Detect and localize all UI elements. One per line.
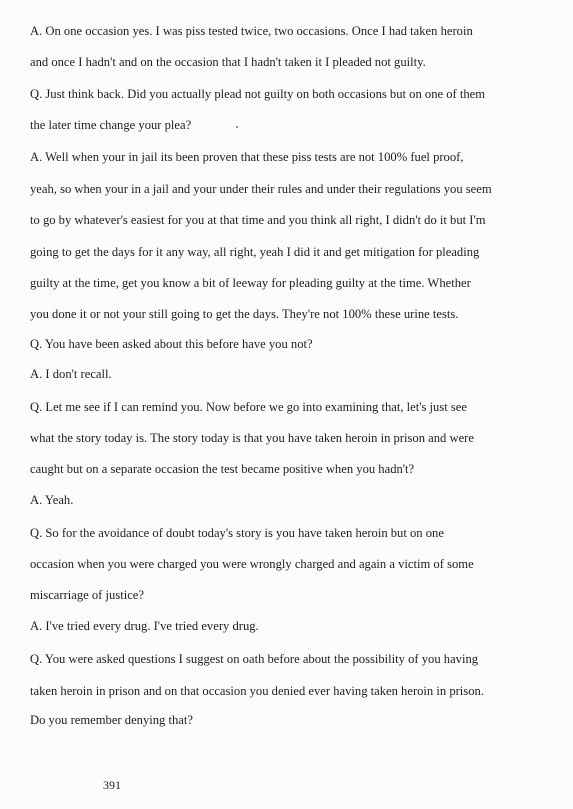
transcript-line: Q. Let me see if I can remind you. Now before we go into examining that, let's just see [30,400,467,414]
transcript-line: what the story today is. The story today is that you have taken heroin in prison and were [30,431,474,445]
page-number: 391 [103,778,121,792]
stray-mark [236,126,238,128]
transcript-line: occasion when you were charged you were wrongly charged and again a victim of some [30,557,474,571]
transcript-line: taken heroin in prison and on that occasion you denied ever having taken heroin in prison. [30,684,484,698]
transcript-line: Q. You were asked questions I suggest on oath before about the possibility of you having [30,652,479,666]
transcript-line: and once I hadn't and on the occasion that I hadn't taken it I pleaded not guilty. [30,55,426,69]
transcript-line: miscarriage of justice? [30,588,144,602]
transcript-line: A. Yeah. [30,493,74,507]
transcript-line: yeah, so when your in a jail and your under their rules and under their regulations you seem [30,182,492,196]
transcript-line: A. I don't recall. [30,367,112,381]
transcript-line: Q. So for the avoidance of doubt today's story is you have taken heroin but on one [30,526,444,540]
transcript-line: caught but on a separate occasion the test became positive when you hadn't? [30,462,415,476]
transcript-line: Q. Just think back. Did you actually plead not guilty on both occasions but on one of them [30,87,486,101]
transcript-line: you done it or not your still going to get the days. They're not 100% these urine tests. [30,307,459,321]
transcript-line: A. Well when your in jail its been proven that these piss tests are not 100% fuel proof, [30,150,464,164]
transcript-line: going to get the days for it any way, all right, yeah I did it and get mitigation for pleading [30,245,480,259]
transcript-line: A. I've tried every drug. I've tried every drug. [30,619,259,633]
transcript-line: to go by whatever's easiest for you at that time and you think all right, I didn't do it but I'm [30,213,486,227]
transcript-line: the later time change your plea? [30,118,192,132]
transcript-line: Q. You have been asked about this before have you not? [30,337,313,351]
transcript-line: Do you remember denying that? [30,713,193,727]
transcript-line: A. On one occasion yes. I was piss tested twice, two occasions. Once I had taken heroin [30,24,473,38]
transcript-line: guilty at the time, get you know a bit of leeway for pleading guilty at the time. Whether [30,276,471,290]
